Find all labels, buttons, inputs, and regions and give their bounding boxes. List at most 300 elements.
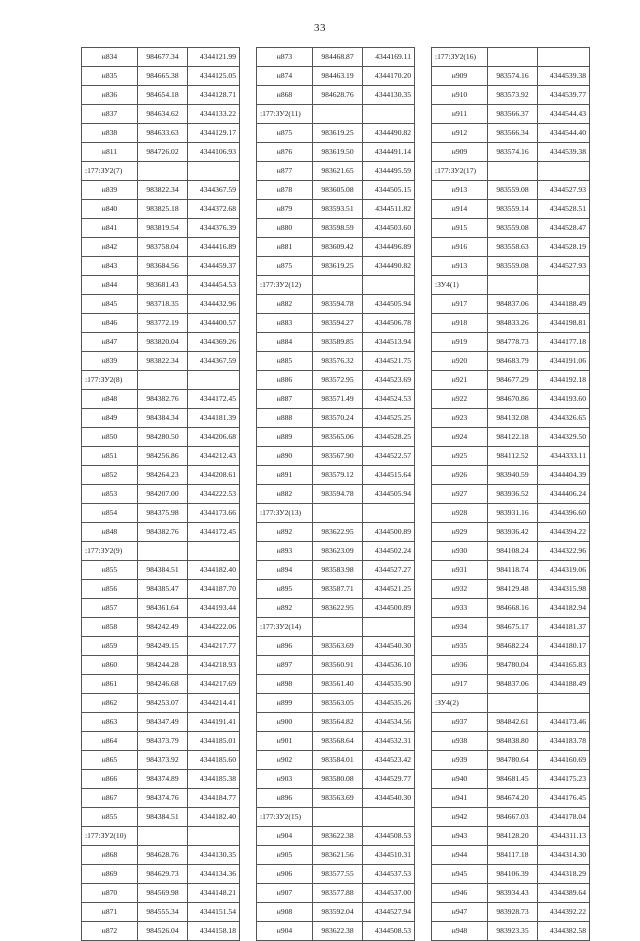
y-coordinate-cell: 4344521.25 (363, 580, 415, 599)
y-coordinate-cell: 4344528.51 (538, 200, 590, 219)
table-row (432, 466, 590, 485)
x-coordinate-cell: 983609.42 (313, 238, 363, 257)
empty-cell (538, 48, 590, 67)
table-row (432, 808, 590, 827)
table-row (257, 219, 415, 238)
point-id-cell: н904 (257, 922, 313, 941)
point-id-cell: н841 (82, 219, 138, 238)
point-id-cell: н917 (432, 295, 488, 314)
point-id-cell: н865 (82, 751, 138, 770)
table-row (257, 637, 415, 656)
table-row (257, 428, 415, 447)
x-coordinate-cell: 983576.32 (313, 352, 363, 371)
x-coordinate-cell: 984207.00 (138, 485, 188, 504)
empty-cell (188, 542, 240, 561)
y-coordinate-cell: 4344513.94 (363, 333, 415, 352)
point-id-cell: н910 (432, 86, 488, 105)
y-coordinate-cell: 4344151.54 (188, 903, 240, 922)
x-coordinate-cell: 984108.24 (488, 542, 538, 561)
table-row (82, 561, 240, 580)
parcel-label: :177:ЗУ2(7) (82, 162, 138, 181)
empty-cell (363, 105, 415, 124)
parcel-label: :177:ЗУ2(8) (82, 371, 138, 390)
point-id-cell: н895 (257, 580, 313, 599)
table-row (432, 200, 590, 219)
y-coordinate-cell: 4344106.93 (188, 143, 240, 162)
point-id-cell: н852 (82, 466, 138, 485)
table-row (432, 523, 590, 542)
y-coordinate-cell: 4344176.45 (538, 789, 590, 808)
point-id-cell: н898 (257, 675, 313, 694)
empty-cell (138, 542, 188, 561)
y-coordinate-cell: 4344206.68 (188, 428, 240, 447)
x-coordinate-cell: 984677.29 (488, 371, 538, 390)
point-id-cell: н849 (82, 409, 138, 428)
point-id-cell: н892 (257, 599, 313, 618)
y-coordinate-cell: 4344192.18 (538, 371, 590, 390)
table-row (432, 770, 590, 789)
table-row (432, 124, 590, 143)
table-row (82, 903, 240, 922)
y-coordinate-cell: 4344495.59 (363, 162, 415, 181)
x-coordinate-cell: 984117.18 (488, 846, 538, 865)
empty-cell (488, 276, 538, 295)
point-id-cell: н845 (82, 295, 138, 314)
x-coordinate-cell: 983580.08 (313, 770, 363, 789)
table-row (432, 542, 590, 561)
section-header-row (257, 105, 415, 124)
point-id-cell: н931 (432, 561, 488, 580)
table-row (257, 181, 415, 200)
x-coordinate-cell: 984555.34 (138, 903, 188, 922)
x-coordinate-cell: 983619.25 (313, 124, 363, 143)
y-coordinate-cell: 4344540.30 (363, 789, 415, 808)
point-id-cell: н930 (432, 542, 488, 561)
y-coordinate-cell: 4344198.81 (538, 314, 590, 333)
y-coordinate-cell: 4344535.90 (363, 675, 415, 694)
point-id-cell: н938 (432, 732, 488, 751)
table-row (82, 523, 240, 542)
point-id-cell: н891 (257, 466, 313, 485)
table-row (432, 884, 590, 903)
x-coordinate-cell: 984374.89 (138, 770, 188, 789)
x-coordinate-cell: 983563.69 (313, 789, 363, 808)
page-number: 33 (314, 22, 326, 34)
table-row (257, 561, 415, 580)
table-row (82, 352, 240, 371)
point-id-cell: н915 (432, 219, 488, 238)
table-row (82, 409, 240, 428)
table-row (257, 770, 415, 789)
x-coordinate-cell: 984361.64 (138, 599, 188, 618)
table-row (257, 238, 415, 257)
x-coordinate-cell: 984633.63 (138, 124, 188, 143)
empty-cell (363, 808, 415, 827)
point-id-cell: н874 (257, 67, 313, 86)
point-id-cell: н879 (257, 200, 313, 219)
y-coordinate-cell: 4344134.36 (188, 865, 240, 884)
empty-cell (363, 276, 415, 295)
point-id-cell: н889 (257, 428, 313, 447)
y-coordinate-cell: 4344182.40 (188, 561, 240, 580)
y-coordinate-cell: 4344160.69 (538, 751, 590, 770)
x-coordinate-cell: 983936.42 (488, 523, 538, 542)
point-id-cell: н851 (82, 447, 138, 466)
table-row (432, 827, 590, 846)
point-id-cell: н933 (432, 599, 488, 618)
y-coordinate-cell: 4344369.26 (188, 333, 240, 352)
table-row (257, 675, 415, 694)
y-coordinate-cell: 4344322.96 (538, 542, 590, 561)
y-coordinate-cell: 4344508.53 (363, 827, 415, 846)
section-header-row (432, 48, 590, 67)
x-coordinate-cell: 984838.80 (488, 732, 538, 751)
point-id-cell: н917 (432, 675, 488, 694)
x-coordinate-cell: 983587.71 (313, 580, 363, 599)
x-coordinate-cell: 984374.76 (138, 789, 188, 808)
y-coordinate-cell: 4344505.15 (363, 181, 415, 200)
table-row (82, 846, 240, 865)
coordinates-table-3 (431, 47, 590, 941)
table-row (432, 618, 590, 637)
y-coordinate-cell: 4344524.53 (363, 390, 415, 409)
table-row (82, 884, 240, 903)
table-row (257, 390, 415, 409)
x-coordinate-cell: 983567.90 (313, 447, 363, 466)
x-coordinate-cell: 984253.07 (138, 694, 188, 713)
y-coordinate-cell: 4344392.22 (538, 903, 590, 922)
section-header-row (82, 162, 240, 181)
x-coordinate-cell: 983572.95 (313, 371, 363, 390)
point-id-cell: н896 (257, 789, 313, 808)
point-id-cell: н839 (82, 181, 138, 200)
table-row (257, 656, 415, 675)
y-coordinate-cell: 4344505.94 (363, 485, 415, 504)
y-coordinate-cell: 4344329.50 (538, 428, 590, 447)
table-row (82, 447, 240, 466)
point-id-cell: н875 (257, 257, 313, 276)
point-id-cell: н900 (257, 713, 313, 732)
y-coordinate-cell: 4344182.40 (188, 808, 240, 827)
x-coordinate-cell: 983621.65 (313, 162, 363, 181)
y-coordinate-cell: 4344184.77 (188, 789, 240, 808)
point-id-cell: н941 (432, 789, 488, 808)
x-coordinate-cell: 983570.24 (313, 409, 363, 428)
table-row (257, 713, 415, 732)
x-coordinate-cell: 983589.85 (313, 333, 363, 352)
y-coordinate-cell: 4344178.04 (538, 808, 590, 827)
table-row (432, 295, 590, 314)
point-id-cell: н868 (82, 846, 138, 865)
empty-cell (538, 276, 590, 295)
point-id-cell: н853 (82, 485, 138, 504)
x-coordinate-cell: 984106.39 (488, 865, 538, 884)
x-coordinate-cell: 983574.16 (488, 67, 538, 86)
y-coordinate-cell: 4344536.10 (363, 656, 415, 675)
point-id-cell: н943 (432, 827, 488, 846)
table-row (432, 561, 590, 580)
table-row (82, 276, 240, 295)
x-coordinate-cell: 983622.38 (313, 827, 363, 846)
y-coordinate-cell: 4344432.96 (188, 295, 240, 314)
y-coordinate-cell: 4344502.24 (363, 542, 415, 561)
x-coordinate-cell: 983940.59 (488, 466, 538, 485)
empty-cell (313, 276, 363, 295)
y-coordinate-cell: 4344406.24 (538, 485, 590, 504)
x-coordinate-cell: 983825.18 (138, 200, 188, 219)
y-coordinate-cell: 4344510.31 (363, 846, 415, 865)
x-coordinate-cell: 984569.98 (138, 884, 188, 903)
point-id-cell: н913 (432, 181, 488, 200)
table-row (82, 580, 240, 599)
y-coordinate-cell: 4344125.05 (188, 67, 240, 86)
empty-cell (488, 694, 538, 713)
y-coordinate-cell: 4344459.37 (188, 257, 240, 276)
y-coordinate-cell: 4344491.14 (363, 143, 415, 162)
y-coordinate-cell: 4344539.38 (538, 67, 590, 86)
table-row (82, 694, 240, 713)
table-row (82, 181, 240, 200)
table-row (82, 390, 240, 409)
table-row (432, 409, 590, 428)
y-coordinate-cell: 4344389.64 (538, 884, 590, 903)
point-id-cell: н945 (432, 865, 488, 884)
empty-cell (188, 162, 240, 181)
y-coordinate-cell: 4344525.25 (363, 409, 415, 428)
y-coordinate-cell: 4344172.45 (188, 523, 240, 542)
point-id-cell: н921 (432, 371, 488, 390)
table-row (432, 732, 590, 751)
y-coordinate-cell: 4344187.70 (188, 580, 240, 599)
y-coordinate-cell: 4344534.56 (363, 713, 415, 732)
point-id-cell: н880 (257, 219, 313, 238)
point-id-cell: н893 (257, 542, 313, 561)
x-coordinate-cell: 984634.62 (138, 105, 188, 124)
point-id-cell: н940 (432, 770, 488, 789)
y-coordinate-cell: 4344527.93 (538, 181, 590, 200)
point-id-cell: н884 (257, 333, 313, 352)
x-coordinate-cell: 984463.19 (313, 67, 363, 86)
x-coordinate-cell: 984667.03 (488, 808, 538, 827)
table-row (82, 314, 240, 333)
y-coordinate-cell: 4344515.64 (363, 466, 415, 485)
table-row (257, 333, 415, 352)
empty-cell (488, 162, 538, 181)
point-id-cell: н918 (432, 314, 488, 333)
section-header-row (432, 276, 590, 295)
x-coordinate-cell: 983684.56 (138, 257, 188, 276)
x-coordinate-cell: 983566.34 (488, 124, 538, 143)
x-coordinate-cell: 983561.40 (313, 675, 363, 694)
x-coordinate-cell: 984665.38 (138, 67, 188, 86)
y-coordinate-cell: 4344188.49 (538, 295, 590, 314)
section-header-row (82, 827, 240, 846)
point-id-cell: н912 (432, 124, 488, 143)
x-coordinate-cell: 983622.95 (313, 599, 363, 618)
y-coordinate-cell: 4344193.44 (188, 599, 240, 618)
x-coordinate-cell: 983583.98 (313, 561, 363, 580)
y-coordinate-cell: 4344540.30 (363, 637, 415, 656)
point-id-cell: н948 (432, 922, 488, 941)
point-id-cell: н834 (82, 48, 138, 67)
x-coordinate-cell: 984468.87 (313, 48, 363, 67)
table-row (82, 751, 240, 770)
table-row (82, 713, 240, 732)
table-row (257, 903, 415, 922)
point-id-cell: н905 (257, 846, 313, 865)
y-coordinate-cell: 4344333.11 (538, 447, 590, 466)
x-coordinate-cell: 984112.52 (488, 447, 538, 466)
table-row (82, 67, 240, 86)
empty-cell (538, 694, 590, 713)
point-id-cell: н890 (257, 447, 313, 466)
table-row (257, 827, 415, 846)
y-coordinate-cell: 4344128.71 (188, 86, 240, 105)
table-row (257, 295, 415, 314)
point-id-cell: н897 (257, 656, 313, 675)
point-id-cell: н924 (432, 428, 488, 447)
y-coordinate-cell: 4344173.66 (188, 504, 240, 523)
x-coordinate-cell: 983819.54 (138, 219, 188, 238)
x-coordinate-cell: 983923.35 (488, 922, 538, 941)
table-row (257, 789, 415, 808)
point-id-cell: н843 (82, 257, 138, 276)
y-coordinate-cell: 4344511.82 (363, 200, 415, 219)
point-id-cell: н873 (257, 48, 313, 67)
y-coordinate-cell: 4344544.40 (538, 124, 590, 143)
point-id-cell: н860 (82, 656, 138, 675)
y-coordinate-cell: 4344326.65 (538, 409, 590, 428)
y-coordinate-cell: 4344382.58 (538, 922, 590, 941)
table-row (257, 67, 415, 86)
table-row (82, 48, 240, 67)
y-coordinate-cell: 4344181.39 (188, 409, 240, 428)
empty-cell (313, 504, 363, 523)
table-row (432, 675, 590, 694)
table-row (82, 219, 240, 238)
x-coordinate-cell: 984280.50 (138, 428, 188, 447)
y-coordinate-cell: 4344148.21 (188, 884, 240, 903)
empty-cell (313, 105, 363, 124)
y-coordinate-cell: 4344180.17 (538, 637, 590, 656)
point-id-cell: н848 (82, 523, 138, 542)
x-coordinate-cell: 984628.76 (138, 846, 188, 865)
table-row (82, 637, 240, 656)
point-id-cell: н942 (432, 808, 488, 827)
point-id-cell: н846 (82, 314, 138, 333)
y-coordinate-cell: 4344372.68 (188, 200, 240, 219)
x-coordinate-cell: 983577.88 (313, 884, 363, 903)
y-coordinate-cell: 4344318.29 (538, 865, 590, 884)
x-coordinate-cell: 984347.49 (138, 713, 188, 732)
point-id-cell: н896 (257, 637, 313, 656)
y-coordinate-cell: 4344539.77 (538, 86, 590, 105)
x-coordinate-cell: 983559.08 (488, 181, 538, 200)
x-coordinate-cell: 984242.49 (138, 618, 188, 637)
y-coordinate-cell: 4344528.19 (538, 238, 590, 257)
point-id-cell: н887 (257, 390, 313, 409)
table-row (82, 238, 240, 257)
x-coordinate-cell: 983559.14 (488, 200, 538, 219)
x-coordinate-cell: 984373.79 (138, 732, 188, 751)
table-row (82, 732, 240, 751)
y-coordinate-cell: 4344503.60 (363, 219, 415, 238)
x-coordinate-cell: 983822.34 (138, 181, 188, 200)
point-id-cell: н919 (432, 333, 488, 352)
point-id-cell: н862 (82, 694, 138, 713)
x-coordinate-cell: 983758.04 (138, 238, 188, 257)
point-id-cell: н850 (82, 428, 138, 447)
x-coordinate-cell: 984681.45 (488, 770, 538, 789)
y-coordinate-cell: 4344212.43 (188, 447, 240, 466)
parcel-label: :177:ЗУ2(15) (257, 808, 313, 827)
y-coordinate-cell: 4344506.78 (363, 314, 415, 333)
point-id-cell: н837 (82, 105, 138, 124)
x-coordinate-cell: 984122.18 (488, 428, 538, 447)
table-row (257, 257, 415, 276)
table-row (82, 200, 240, 219)
empty-cell (138, 371, 188, 390)
x-coordinate-cell: 984129.48 (488, 580, 538, 599)
table-row (257, 124, 415, 143)
table-row (82, 675, 240, 694)
point-id-cell: н842 (82, 238, 138, 257)
x-coordinate-cell: 983928.73 (488, 903, 538, 922)
y-coordinate-cell: 4344396.60 (538, 504, 590, 523)
point-id-cell: н811 (82, 143, 138, 162)
point-id-cell: н875 (257, 124, 313, 143)
table-row (82, 428, 240, 447)
point-id-cell: н936 (432, 656, 488, 675)
y-coordinate-cell: 4344188.49 (538, 675, 590, 694)
x-coordinate-cell: 984382.76 (138, 523, 188, 542)
y-coordinate-cell: 4344505.94 (363, 295, 415, 314)
parcel-label: :177:ЗУ2(11) (257, 105, 313, 124)
table-row (257, 694, 415, 713)
y-coordinate-cell: 4344529.77 (363, 770, 415, 789)
x-coordinate-cell: 984675.17 (488, 618, 538, 637)
point-id-cell: н839 (82, 352, 138, 371)
x-coordinate-cell: 984778.73 (488, 333, 538, 352)
y-coordinate-cell: 4344319.06 (538, 561, 590, 580)
table-row (82, 599, 240, 618)
x-coordinate-cell: 984249.15 (138, 637, 188, 656)
table-row (82, 789, 240, 808)
y-coordinate-cell: 4344523.69 (363, 371, 415, 390)
point-id-cell: н920 (432, 352, 488, 371)
y-coordinate-cell: 4344500.89 (363, 523, 415, 542)
y-coordinate-cell: 4344217.77 (188, 637, 240, 656)
x-coordinate-cell: 983936.52 (488, 485, 538, 504)
y-coordinate-cell: 4344523.42 (363, 751, 415, 770)
y-coordinate-cell: 4344416.89 (188, 238, 240, 257)
point-id-cell: н859 (82, 637, 138, 656)
section-header-row (257, 276, 415, 295)
x-coordinate-cell: 984683.79 (488, 352, 538, 371)
point-id-cell: н878 (257, 181, 313, 200)
empty-cell (488, 48, 538, 67)
point-id-cell: н926 (432, 466, 488, 485)
table-row (432, 846, 590, 865)
point-id-cell: н856 (82, 580, 138, 599)
empty-cell (138, 827, 188, 846)
y-coordinate-cell: 4344315.98 (538, 580, 590, 599)
point-id-cell: н867 (82, 789, 138, 808)
point-id-cell: н861 (82, 675, 138, 694)
point-id-cell: н835 (82, 67, 138, 86)
point-id-cell: н870 (82, 884, 138, 903)
section-header-row (257, 808, 415, 827)
